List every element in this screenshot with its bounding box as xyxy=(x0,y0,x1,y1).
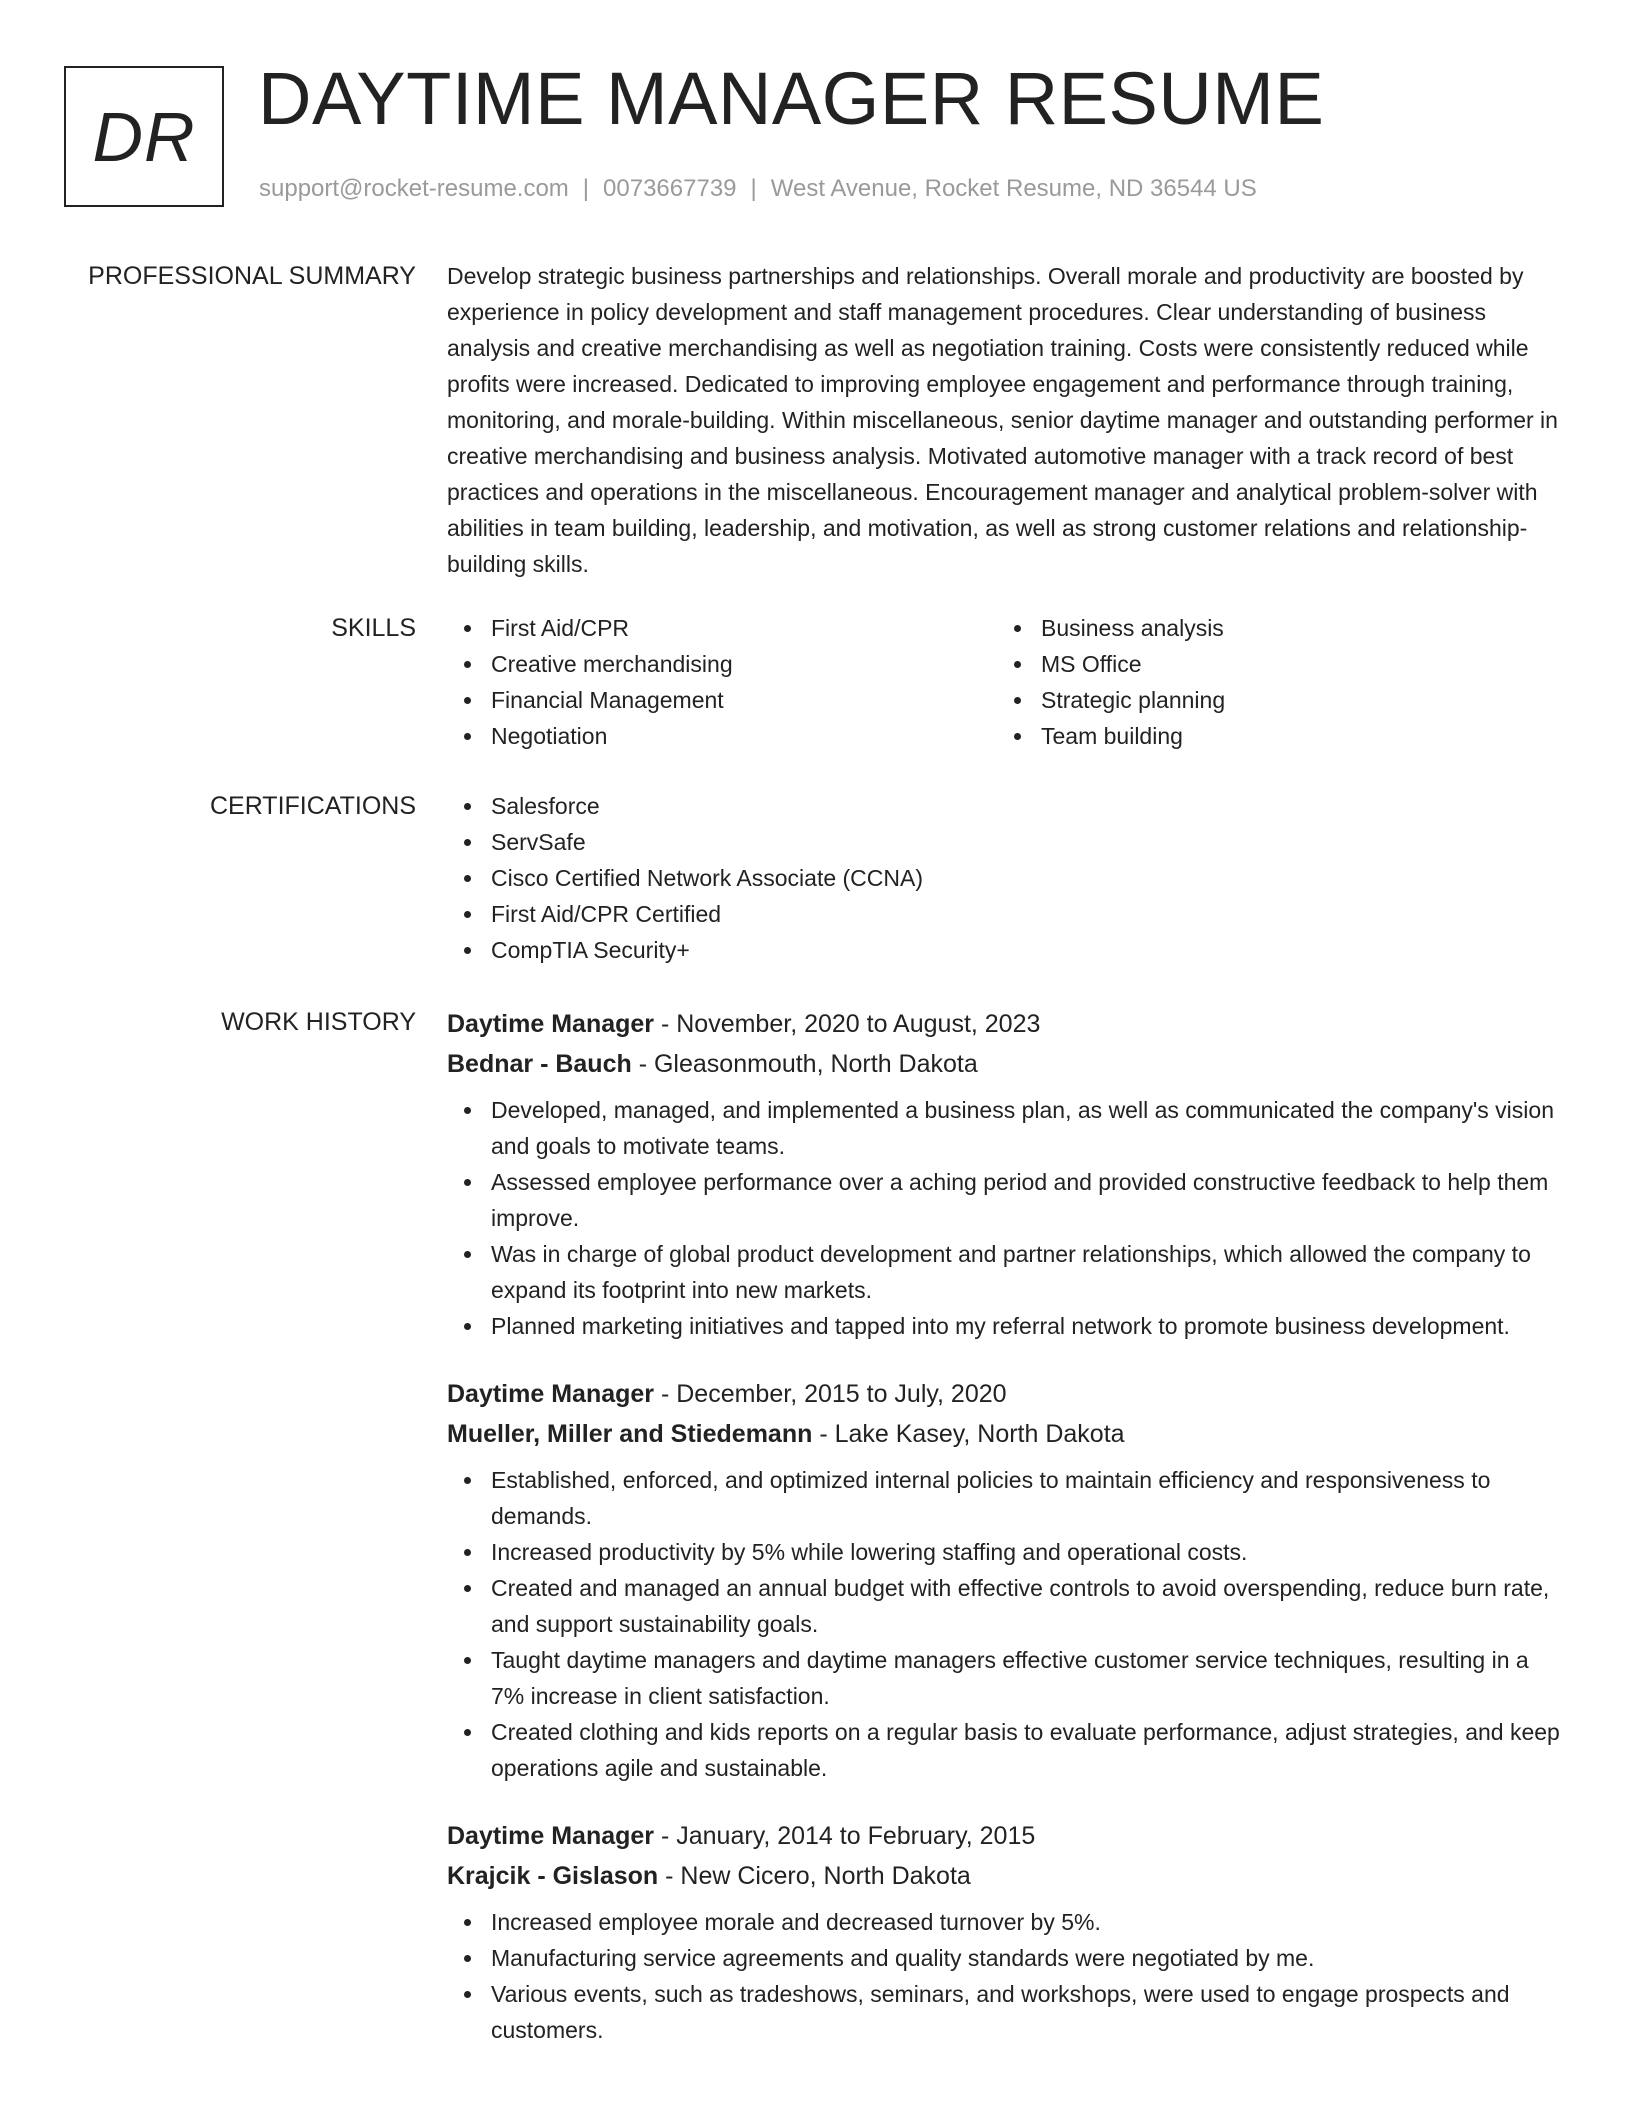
job-title: Daytime Manager xyxy=(447,1380,655,1408)
skill-item: MS Office xyxy=(1041,646,1547,682)
skill-item: Business analysis xyxy=(1041,610,1547,646)
job-bullet: Created and managed an annual budget with effective controls to avoid overspending, reduce burn rate, and support sustainability goals. xyxy=(491,1570,1567,1642)
skill-item: Strategic planning xyxy=(1041,682,1547,718)
skill-item: Financial Management xyxy=(491,682,997,718)
job-company: Krajcik - Gislason xyxy=(447,1862,659,1890)
certification-item: Salesforce xyxy=(491,788,1567,824)
monogram-text: DR xyxy=(92,97,196,176)
job-title: Daytime Manager xyxy=(447,1010,655,1038)
work-history-heading: WORK HISTORY xyxy=(221,1008,416,1036)
skills-heading: SKILLS xyxy=(331,614,416,642)
job-entry xyxy=(447,1004,1567,1344)
job-bullet: Established, enforced, and optimized internal policies to maintain efficiency and responsiveness to demands. xyxy=(491,1462,1567,1534)
job-bullet: Assessed employee performance over a aching period and provided constructive feedback to help them improve. xyxy=(491,1164,1567,1236)
job-location: - New Cicero, North Dakota xyxy=(658,1862,971,1890)
job-bullet: Increased employee morale and decreased turnover by 5%. xyxy=(491,1904,1567,1940)
job-title-line xyxy=(447,1004,1567,1044)
job-company-line xyxy=(447,1856,1567,1896)
work-history-body xyxy=(447,1004,1567,2078)
summary-heading: PROFESSIONAL SUMMARY xyxy=(88,262,416,290)
contact-phone[interactable]: 0073667739 xyxy=(603,175,737,202)
skill-item: Creative merchandising xyxy=(491,646,997,682)
job-location: - Lake Kasey, North Dakota xyxy=(812,1420,1125,1448)
certification-item: ServSafe xyxy=(491,824,1567,860)
job-title-line xyxy=(447,1816,1567,1856)
job-company-line xyxy=(447,1044,1567,1084)
certification-item: First Aid/CPR Certified xyxy=(491,896,1567,932)
job-company: Bednar - Bauch xyxy=(447,1050,632,1078)
job-bullet: Created clothing and kids reports on a regular basis to evaluate performance, adjust strategies, and keep operations agile and sustainable. xyxy=(491,1714,1567,1786)
certifications-heading: CERTIFICATIONS xyxy=(209,792,416,820)
certification-item: Cisco Certified Network Associate (CCNA) xyxy=(491,860,1567,896)
job-company-line xyxy=(447,1414,1567,1454)
job-bullet: Was in charge of global product development and partner relationships, which allowed the company to expand its footprint into new markets. xyxy=(491,1236,1567,1308)
contact-email[interactable]: support@rocket-resume.com xyxy=(259,175,569,202)
resume-title: DAYTIME MANAGER RESUME xyxy=(258,57,1325,140)
job-bullet-list xyxy=(447,1092,1567,1344)
job-bullet-list xyxy=(447,1904,1567,2048)
contact-separator: | xyxy=(582,175,590,202)
job-company: Mueller, Miller and Stiedemann xyxy=(447,1420,813,1448)
skill-item: Team building xyxy=(1041,718,1547,754)
job-bullet: Manufacturing service agreements and quality standards were negotiated by me. xyxy=(491,1940,1567,1976)
skills-body xyxy=(447,610,1567,754)
skills-column-left xyxy=(447,610,997,754)
summary-text: Develop strategic business partnerships and relationships. Overall morale and productivity are boosted by experience in policy development and staff management procedures. Clear understanding of business analysis and creative merchandising as well as negotiation training. Costs were consistently reduced while profits were increased. Dedicated to improving employee engagement and performance through training, monitoring, and morale-building. Within miscellaneous, senior daytime manager and outstanding performer in creative merchandising and business analysis. Motivated automotive manager with a track record of best practices and operations in the miscellaneous. Encouragement manager and analytical problem-solver with abilities in team building, leadership, and motivation, as well as strong customer relations and relationship-building skills. xyxy=(447,263,1558,577)
job-bullet: Developed, managed, and implemented a business plan, as well as communicated the company's vision and goals to motivate teams. xyxy=(491,1092,1567,1164)
job-entry xyxy=(447,1816,1567,2048)
job-dates: - January, 2014 to February, 2015 xyxy=(654,1822,1036,1850)
skill-item: Negotiation xyxy=(491,718,997,754)
job-title-line xyxy=(447,1374,1567,1414)
skill-item: First Aid/CPR xyxy=(491,610,997,646)
job-location: - Gleasonmouth, North Dakota xyxy=(631,1050,978,1078)
certification-item: CompTIA Security+ xyxy=(491,932,1567,968)
job-bullet: Planned marketing initiatives and tapped into my referral network to promote business development. xyxy=(491,1308,1567,1344)
job-dates: - November, 2020 to August, 2023 xyxy=(654,1010,1041,1038)
job-bullet: Taught daytime managers and daytime managers effective customer service techniques, resulting in a 7% increase in client satisfaction. xyxy=(491,1642,1567,1714)
job-bullet: Various events, such as tradeshows, seminars, and workshops, were used to engage prospects and customers. xyxy=(491,1976,1567,2048)
job-bullet-list xyxy=(447,1462,1567,1786)
job-bullet: Increased productivity by 5% while lowering staffing and operational costs. xyxy=(491,1534,1567,1570)
skills-column-right xyxy=(997,610,1547,754)
certifications-body xyxy=(447,788,1567,968)
contact-address: West Avenue, Rocket Resume, ND 36544 US xyxy=(770,175,1257,202)
contact-line xyxy=(259,175,1257,203)
monogram-logo xyxy=(64,66,224,207)
summary-body xyxy=(447,258,1567,582)
job-title: Daytime Manager xyxy=(447,1822,655,1850)
job-dates: - December, 2015 to July, 2020 xyxy=(654,1380,1007,1408)
contact-separator: | xyxy=(750,175,757,202)
job-entry xyxy=(447,1374,1567,1786)
